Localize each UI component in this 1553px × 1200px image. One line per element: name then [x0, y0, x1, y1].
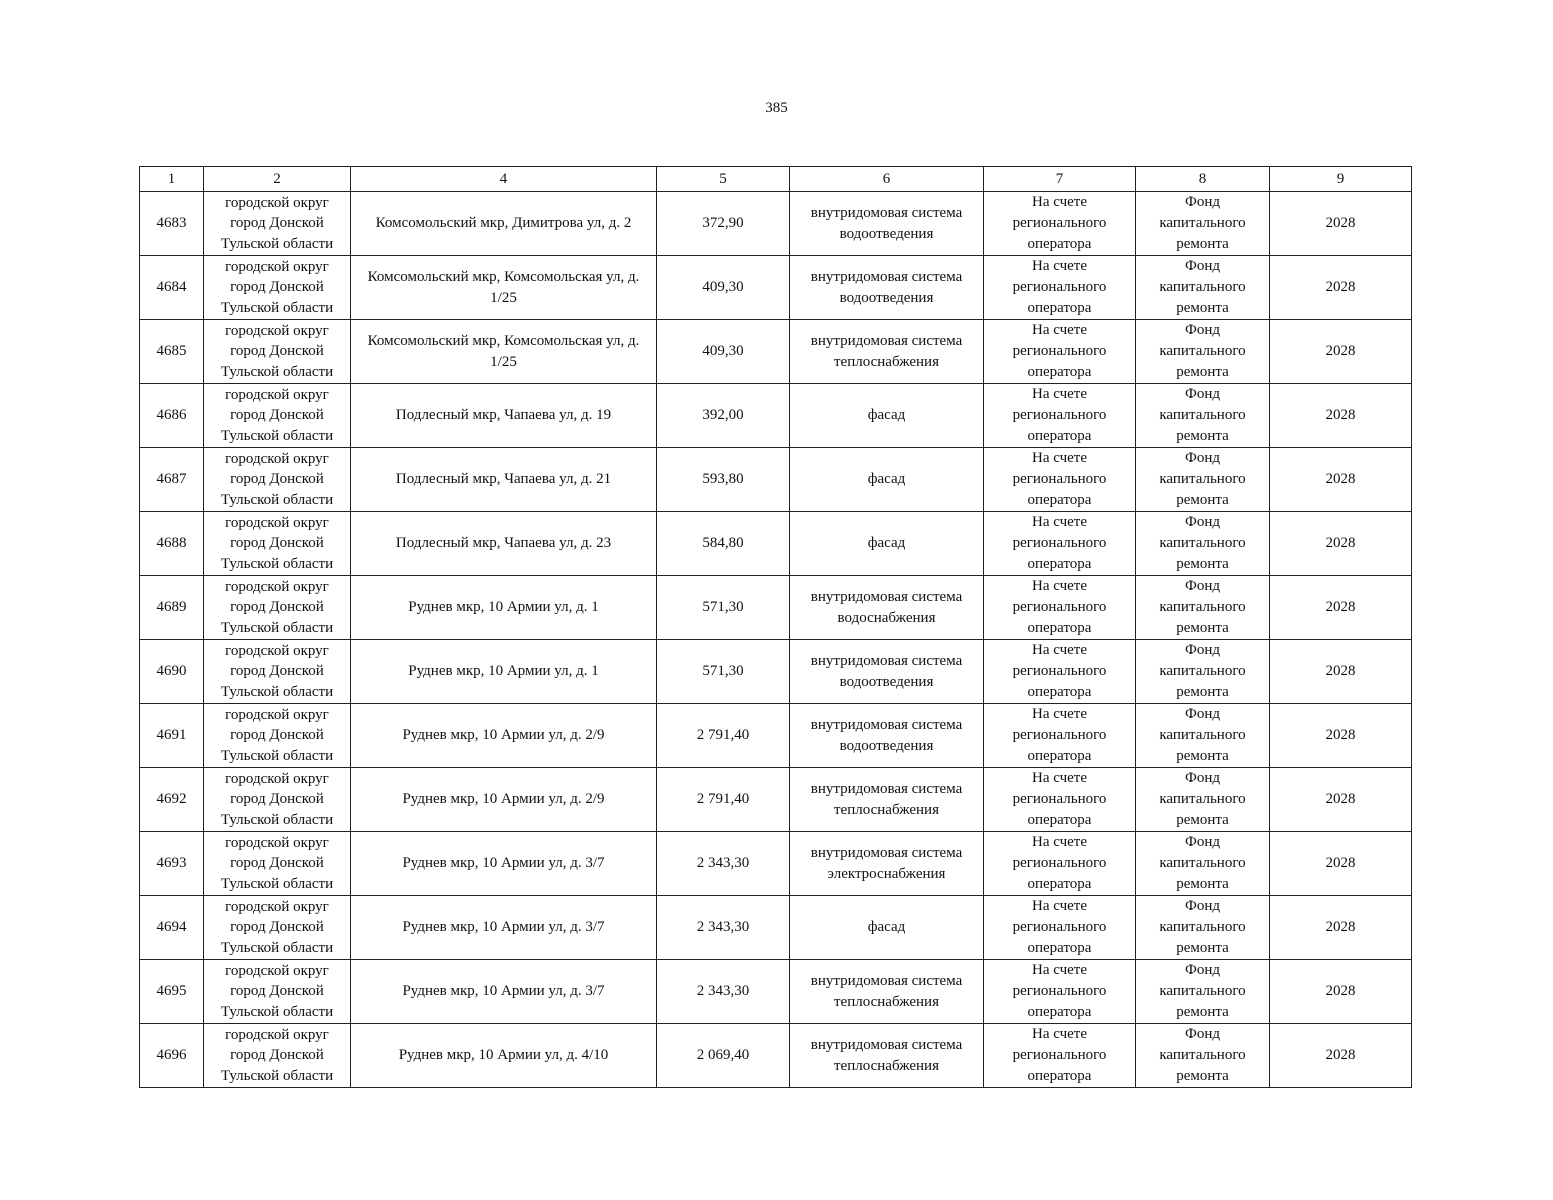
cell-line: ремонта: [1176, 1068, 1229, 1084]
year-cell: 2028: [1270, 640, 1412, 704]
row-number-cell: 4690: [140, 640, 204, 704]
cell-line: оператора: [1027, 364, 1092, 380]
municipality-cell: [204, 576, 351, 640]
cell-line: капитального: [1159, 279, 1246, 295]
address-cell: Подлесный мкр, Чапаева ул, д. 23: [351, 512, 657, 576]
account-cell: [984, 192, 1136, 256]
table-row: [140, 384, 1412, 448]
cell-line: городской округ: [225, 962, 329, 979]
work-type-cell: [790, 192, 984, 256]
cell-line: Тульской области: [220, 1003, 334, 1020]
cell-line: регионального: [1012, 215, 1107, 231]
cell-line: город Донской: [230, 727, 324, 744]
cell-line: капитального: [1159, 855, 1246, 871]
cell-line: Тульской области: [220, 939, 334, 956]
area-cell: 571,30: [657, 640, 790, 704]
row-number-cell: 4684: [140, 256, 204, 320]
cell-line: город Донской: [230, 663, 324, 680]
account-cell: [984, 512, 1136, 576]
cell-line: капитального: [1159, 407, 1246, 423]
table-row: [140, 704, 1412, 768]
funding-source-cell: [1136, 832, 1270, 896]
cell-line: На счете: [1031, 642, 1087, 658]
cell-line: регионального: [1012, 407, 1107, 423]
column-header: 5: [657, 167, 790, 192]
cell-line: На счете: [1031, 706, 1087, 722]
cell-line: Фонд: [1184, 450, 1220, 466]
cell-line: Тульской области: [220, 555, 334, 572]
cell-line: город Донской: [230, 279, 324, 296]
cell-line: внутридомовая система: [810, 588, 963, 605]
cell-line: внутридомовая система: [810, 268, 963, 285]
area-cell: 2 343,30: [657, 832, 790, 896]
work-type-cell: [790, 512, 984, 576]
table-row: [140, 512, 1412, 576]
work-type-cell: [790, 640, 984, 704]
table-row: [140, 896, 1412, 960]
address-cell: Руднев мкр, 10 Армии ул, д. 3/7: [351, 832, 657, 896]
cell-line: Фонд: [1184, 834, 1220, 850]
cell-line: городской округ: [225, 386, 329, 403]
area-cell: 392,00: [657, 384, 790, 448]
cell-line: оператора: [1027, 300, 1092, 316]
cell-line: Фонд: [1184, 770, 1220, 786]
column-header: 2: [204, 167, 351, 192]
funding-source-cell: [1136, 768, 1270, 832]
cell-line: регионального: [1012, 791, 1107, 807]
cell-line: капитального: [1159, 535, 1246, 551]
address-cell: Руднев мкр, 10 Армии ул, д. 4/10: [351, 1024, 657, 1088]
cell-line: оператора: [1027, 684, 1092, 700]
cell-line: город Донской: [230, 471, 324, 488]
row-number-cell: 4691: [140, 704, 204, 768]
cell-line: ремонта: [1176, 364, 1229, 380]
municipality-cell: [204, 896, 351, 960]
area-cell: 2 791,40: [657, 704, 790, 768]
cell-line: капитального: [1159, 663, 1246, 679]
cell-line: ремонта: [1176, 940, 1229, 956]
capital-repair-table: [139, 166, 1412, 1088]
cell-line: внутридомовая система: [810, 844, 963, 861]
work-type-cell: [790, 256, 984, 320]
cell-line: оператора: [1027, 812, 1092, 828]
cell-line: Тульской области: [220, 875, 334, 892]
cell-line: На счете: [1031, 514, 1087, 530]
municipality-cell: [204, 640, 351, 704]
cell-line: Фонд: [1184, 962, 1220, 978]
year-cell: 2028: [1270, 704, 1412, 768]
account-cell: [984, 960, 1136, 1024]
cell-line: оператора: [1027, 620, 1092, 636]
funding-source-cell: [1136, 192, 1270, 256]
account-cell: [984, 704, 1136, 768]
cell-line: регионального: [1012, 599, 1107, 615]
cell-line: Фонд: [1184, 578, 1220, 594]
cell-line: капитального: [1159, 727, 1246, 743]
cell-line: городской округ: [225, 194, 329, 211]
cell-line: капитального: [1159, 983, 1246, 999]
address-cell: Комсомольский мкр, Комсомольская ул, д. 1/25: [351, 320, 657, 384]
row-number-cell: 4689: [140, 576, 204, 640]
cell-line: капитального: [1159, 215, 1246, 231]
municipality-cell: [204, 1024, 351, 1088]
area-cell: 584,80: [657, 512, 790, 576]
funding-source-cell: [1136, 576, 1270, 640]
cell-line: Фонд: [1184, 1026, 1220, 1042]
cell-line: капитального: [1159, 919, 1246, 935]
municipality-cell: [204, 512, 351, 576]
cell-line: На счете: [1031, 322, 1087, 338]
cell-line: оператора: [1027, 876, 1092, 892]
cell-line: регионального: [1012, 1047, 1107, 1063]
row-number-cell: 4693: [140, 832, 204, 896]
page-number: 385: [765, 100, 788, 116]
cell-line: Тульской области: [220, 299, 334, 316]
cell-line: регионального: [1012, 471, 1107, 487]
row-number-cell: 4685: [140, 320, 204, 384]
funding-source-cell: [1136, 704, 1270, 768]
cell-line: город Донской: [230, 919, 324, 936]
table-row: [140, 192, 1412, 256]
header-row: [140, 167, 1412, 192]
address-cell: Руднев мкр, 10 Армии ул, д. 3/7: [351, 960, 657, 1024]
cell-line: ремонта: [1176, 300, 1229, 316]
column-header: 9: [1270, 167, 1412, 192]
year-cell: 2028: [1270, 896, 1412, 960]
cell-line: Тульской области: [220, 683, 334, 700]
area-cell: 2 069,40: [657, 1024, 790, 1088]
funding-source-cell: [1136, 384, 1270, 448]
cell-line: ремонта: [1176, 428, 1229, 444]
cell-line: город Донской: [230, 535, 324, 552]
year-cell: 2028: [1270, 832, 1412, 896]
cell-line: оператора: [1027, 1068, 1092, 1084]
column-header: 6: [790, 167, 984, 192]
cell-line: На счете: [1031, 450, 1087, 466]
area-cell: 593,80: [657, 448, 790, 512]
address-cell: Руднев мкр, 10 Армии ул, д. 3/7: [351, 896, 657, 960]
cell-line: городской округ: [225, 450, 329, 467]
account-cell: [984, 1024, 1136, 1088]
funding-source-cell: [1136, 640, 1270, 704]
cell-line: оператора: [1027, 748, 1092, 764]
municipality-cell: [204, 384, 351, 448]
work-type-cell: [790, 576, 984, 640]
cell-line: городской округ: [225, 834, 329, 851]
cell-line: Фонд: [1184, 322, 1220, 338]
cell-line: городской округ: [225, 1026, 329, 1043]
funding-source-cell: [1136, 960, 1270, 1024]
cell-line: ремонта: [1176, 1004, 1229, 1020]
table-row: [140, 640, 1412, 704]
column-header: 1: [140, 167, 204, 192]
row-number-cell: 4686: [140, 384, 204, 448]
cell-line: фасад: [867, 407, 906, 423]
cell-line: На счете: [1031, 1026, 1087, 1042]
municipality-cell: [204, 832, 351, 896]
cell-line: Фонд: [1184, 258, 1220, 274]
year-cell: 2028: [1270, 512, 1412, 576]
cell-line: капитального: [1159, 343, 1246, 359]
table-row: [140, 768, 1412, 832]
cell-line: ремонта: [1176, 556, 1229, 572]
work-type-cell: [790, 768, 984, 832]
funding-source-cell: [1136, 512, 1270, 576]
area-cell: 2 343,30: [657, 960, 790, 1024]
cell-line: Фонд: [1184, 898, 1220, 914]
account-cell: [984, 768, 1136, 832]
work-type-cell: [790, 896, 984, 960]
cell-line: регионального: [1012, 983, 1107, 999]
account-cell: [984, 320, 1136, 384]
column-header: 8: [1136, 167, 1270, 192]
cell-line: Тульской области: [220, 491, 334, 508]
address-cell: Руднев мкр, 10 Армии ул, д. 2/9: [351, 704, 657, 768]
cell-line: регионального: [1012, 343, 1107, 359]
work-type-cell: [790, 448, 984, 512]
funding-source-cell: [1136, 1024, 1270, 1088]
funding-source-cell: [1136, 896, 1270, 960]
municipality-cell: [204, 448, 351, 512]
cell-line: ремонта: [1176, 684, 1229, 700]
cell-line: город Донской: [230, 791, 324, 808]
address-cell: Руднев мкр, 10 Армии ул, д. 1: [351, 640, 657, 704]
cell-line: ремонта: [1176, 748, 1229, 764]
cell-line: город Донской: [230, 599, 324, 616]
cell-line: город Донской: [230, 983, 324, 1000]
account-cell: [984, 896, 1136, 960]
cell-line: капитального: [1159, 471, 1246, 487]
row-number-cell: 4694: [140, 896, 204, 960]
table-row: [140, 256, 1412, 320]
cell-line: городской округ: [225, 770, 329, 787]
cell-line: город Донской: [230, 407, 324, 424]
cell-line: фасад: [867, 471, 906, 487]
cell-line: оператора: [1027, 556, 1092, 572]
cell-line: внутридомовая система: [810, 1036, 963, 1053]
cell-line: капитального: [1159, 599, 1246, 615]
cell-line: На счете: [1031, 834, 1087, 850]
funding-source-cell: [1136, 448, 1270, 512]
cell-line: водоотведения: [839, 289, 934, 306]
cell-line: На счете: [1031, 194, 1087, 210]
cell-line: городской округ: [225, 898, 329, 915]
table-row: [140, 1024, 1412, 1088]
cell-line: На счете: [1031, 898, 1087, 914]
cell-line: внутридомовая система: [810, 972, 963, 989]
cell-line: На счете: [1031, 258, 1087, 274]
cell-line: город Донской: [230, 1047, 324, 1064]
funding-source-cell: [1136, 256, 1270, 320]
cell-line: Тульской области: [220, 427, 334, 444]
row-number-cell: 4687: [140, 448, 204, 512]
cell-line: фасад: [867, 535, 906, 551]
cell-line: внутридомовая система: [810, 332, 963, 349]
table-row: [140, 960, 1412, 1024]
cell-line: городской округ: [225, 514, 329, 531]
cell-line: ремонта: [1176, 620, 1229, 636]
cell-line: Тульской области: [220, 747, 334, 764]
row-number-cell: 4683: [140, 192, 204, 256]
account-cell: [984, 640, 1136, 704]
cell-line: Фонд: [1184, 386, 1220, 402]
work-type-cell: [790, 1024, 984, 1088]
table-row: [140, 832, 1412, 896]
cell-line: Фонд: [1184, 514, 1220, 530]
cell-line: Тульской области: [220, 811, 334, 828]
work-type-cell: [790, 384, 984, 448]
cell-line: капитального: [1159, 1047, 1246, 1063]
column-header: 4: [351, 167, 657, 192]
address-cell: Подлесный мкр, Чапаева ул, д. 21: [351, 448, 657, 512]
cell-line: Тульской области: [220, 619, 334, 636]
cell-line: ремонта: [1176, 492, 1229, 508]
year-cell: 2028: [1270, 1024, 1412, 1088]
cell-line: оператора: [1027, 428, 1092, 444]
cell-line: водоотведения: [839, 225, 934, 242]
table-body: [140, 192, 1412, 1088]
cell-line: городской округ: [225, 706, 329, 723]
cell-line: На счете: [1031, 578, 1087, 594]
cell-line: регионального: [1012, 855, 1107, 871]
cell-line: Фонд: [1184, 706, 1220, 722]
municipality-cell: [204, 256, 351, 320]
cell-line: теплоснабжения: [834, 353, 939, 370]
cell-line: капитального: [1159, 791, 1246, 807]
cell-line: город Донской: [230, 215, 324, 232]
year-cell: 2028: [1270, 256, 1412, 320]
table-row: [140, 320, 1412, 384]
funding-source-cell: [1136, 320, 1270, 384]
cell-line: регионального: [1012, 535, 1107, 551]
cell-line: город Донской: [230, 343, 324, 360]
year-cell: 2028: [1270, 384, 1412, 448]
account-cell: [984, 576, 1136, 640]
account-cell: [984, 256, 1136, 320]
cell-line: город Донской: [230, 855, 324, 872]
cell-line: городской округ: [225, 258, 329, 275]
cell-line: На счете: [1031, 386, 1087, 402]
cell-line: внутридомовая система: [810, 780, 963, 797]
cell-line: оператора: [1027, 236, 1092, 252]
year-cell: 2028: [1270, 576, 1412, 640]
work-type-cell: [790, 832, 984, 896]
cell-line: городской округ: [225, 578, 329, 595]
municipality-cell: [204, 320, 351, 384]
address-cell: Комсомольский мкр, Димитрова ул, д. 2: [351, 192, 657, 256]
cell-line: Фонд: [1184, 642, 1220, 658]
area-cell: 2 343,30: [657, 896, 790, 960]
address-cell: Подлесный мкр, Чапаева ул, д. 19: [351, 384, 657, 448]
address-cell: Руднев мкр, 10 Армии ул, д. 1: [351, 576, 657, 640]
cell-line: теплоснабжения: [834, 1057, 939, 1074]
row-number-cell: 4695: [140, 960, 204, 1024]
work-type-cell: [790, 320, 984, 384]
cell-line: теплоснабжения: [834, 801, 939, 818]
row-number-cell: 4692: [140, 768, 204, 832]
cell-line: регионального: [1012, 919, 1107, 935]
address-cell: Руднев мкр, 10 Армии ул, д. 2/9: [351, 768, 657, 832]
account-cell: [984, 448, 1136, 512]
municipality-cell: [204, 704, 351, 768]
cell-line: теплоснабжения: [834, 993, 939, 1010]
municipality-cell: [204, 960, 351, 1024]
cell-line: ремонта: [1176, 236, 1229, 252]
column-header: 7: [984, 167, 1136, 192]
cell-line: оператора: [1027, 940, 1092, 956]
area-cell: 409,30: [657, 320, 790, 384]
year-cell: 2028: [1270, 192, 1412, 256]
cell-line: фасад: [867, 919, 906, 935]
account-cell: [984, 832, 1136, 896]
cell-line: водоотведения: [839, 737, 934, 754]
year-cell: 2028: [1270, 768, 1412, 832]
cell-line: городской округ: [225, 322, 329, 339]
area-cell: 2 791,40: [657, 768, 790, 832]
work-type-cell: [790, 704, 984, 768]
cell-line: регионального: [1012, 663, 1107, 679]
area-cell: 409,30: [657, 256, 790, 320]
cell-line: На счете: [1031, 962, 1087, 978]
row-number-cell: 4688: [140, 512, 204, 576]
cell-line: Фонд: [1184, 194, 1220, 210]
cell-line: ремонта: [1176, 812, 1229, 828]
cell-line: Тульской области: [220, 363, 334, 380]
table-row: [140, 576, 1412, 640]
cell-line: Тульской области: [220, 235, 334, 252]
year-cell: 2028: [1270, 320, 1412, 384]
area-cell: 372,90: [657, 192, 790, 256]
municipality-cell: [204, 768, 351, 832]
row-number-cell: 4696: [140, 1024, 204, 1088]
account-cell: [984, 384, 1136, 448]
cell-line: регионального: [1012, 279, 1107, 295]
cell-line: водоотведения: [839, 673, 934, 690]
cell-line: оператора: [1027, 1004, 1092, 1020]
cell-line: водоснабжения: [837, 609, 936, 626]
cell-line: регионального: [1012, 727, 1107, 743]
cell-line: Тульской области: [220, 1067, 334, 1084]
cell-line: ремонта: [1176, 876, 1229, 892]
work-type-cell: [790, 960, 984, 1024]
municipality-cell: [204, 192, 351, 256]
cell-line: На счете: [1031, 770, 1087, 786]
table-row: [140, 448, 1412, 512]
area-cell: 571,30: [657, 576, 790, 640]
year-cell: 2028: [1270, 960, 1412, 1024]
cell-line: внутридомовая система: [810, 204, 963, 221]
cell-line: оператора: [1027, 492, 1092, 508]
cell-line: внутридомовая система: [810, 652, 963, 669]
year-cell: 2028: [1270, 448, 1412, 512]
address-cell: Комсомольский мкр, Комсомольская ул, д. 1/25: [351, 256, 657, 320]
cell-line: городской округ: [225, 642, 329, 659]
cell-line: внутридомовая система: [810, 716, 963, 733]
cell-line: электроснабжения: [827, 865, 946, 882]
